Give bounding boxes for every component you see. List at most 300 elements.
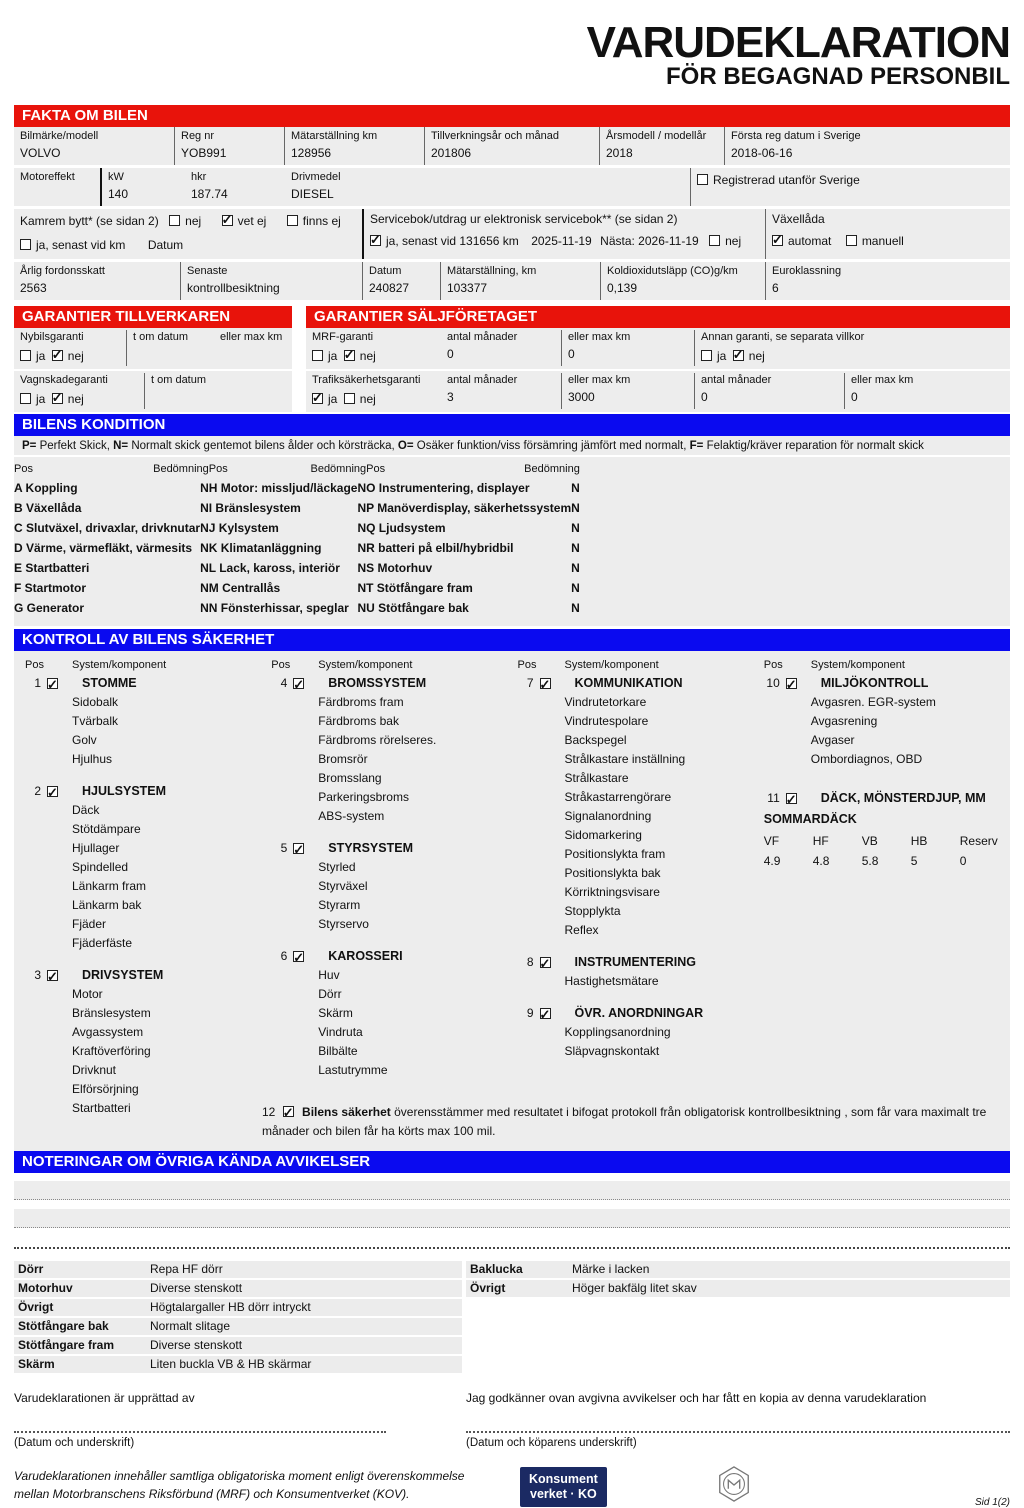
- group-title: STOMME: [82, 675, 137, 690]
- kontroll-item: Släpvagnskontakt: [564, 1043, 660, 1058]
- kontroll-column: [271, 659, 517, 1131]
- fakta-field: [284, 127, 424, 165]
- system-header: System/komponent: [72, 658, 167, 671]
- dack-position-label: Reserv: [959, 833, 998, 848]
- kontroll-item: Vindrutespolare: [564, 713, 649, 728]
- fakta-field: [765, 262, 1010, 300]
- avvikelse-row: [466, 1261, 1010, 1278]
- kondition-item-rating: N: [200, 560, 209, 575]
- kondition-item-rating: N: [357, 500, 367, 515]
- avvikelse-value: Högtalargaller HB dörr intryckt: [150, 1299, 311, 1314]
- field-value: 2018-06-16: [731, 145, 793, 160]
- kondition-item: [366, 518, 580, 538]
- kondition-item-label: O Instrumentering, displayer: [366, 480, 530, 495]
- system-header: System/komponent: [564, 658, 659, 671]
- legend-segment: F= Felaktig/kräver reparation för normalt skick: [689, 439, 924, 452]
- kamrem-option-label: nej: [185, 213, 202, 228]
- motoreffekt-field: Motoreffekt: [20, 170, 75, 183]
- page-number: Sid 1(2): [974, 1496, 1010, 1508]
- field-label: Mätarställning km: [291, 129, 378, 142]
- kamrem-option-checkbox[interactable]: [169, 215, 180, 226]
- bilens-sakerhet-checkbox[interactable]: [283, 1106, 294, 1117]
- group-number: 6: [280, 948, 288, 963]
- vaxellada-option-checkbox[interactable]: [772, 235, 783, 246]
- kontroll-item: Styrväxel: [318, 878, 368, 893]
- trafik-nej-checkbox[interactable]: [344, 393, 355, 404]
- dack-depth-value: 5: [910, 853, 918, 868]
- kontroll-item: Reflex: [564, 922, 599, 937]
- kontroll-item: Färdbroms bak: [318, 713, 399, 728]
- kontroll-column: [25, 659, 271, 1131]
- field-value: 2563: [20, 280, 47, 295]
- group-title: KAROSSERI: [328, 948, 403, 963]
- fakta-field: [14, 127, 174, 165]
- kontroll-item: Länkarm bak: [72, 897, 142, 912]
- kondition-item-rating: N: [200, 580, 209, 595]
- buyer-signature-label: Jag godkänner ovan avgivna avvikelser och har fått en kopia av denna varudeklaration: [466, 1390, 927, 1405]
- kontroll-item: Sidobalk: [72, 694, 119, 709]
- servicebok-ja-checkbox[interactable]: [370, 235, 381, 246]
- fakta-field: [724, 127, 1010, 165]
- group-number: 8: [526, 954, 534, 969]
- avvikelse-value: Liten buckla VB & HB skärmar: [150, 1356, 312, 1371]
- registrerad-utanfor-sverige-checkbox[interactable]: [697, 174, 708, 185]
- kontroll-section: [14, 651, 1010, 1151]
- kondition-column: [209, 459, 366, 618]
- dack-subtitle: SOMMARDÄCK: [763, 811, 857, 826]
- servicebok-nej-checkbox[interactable]: [709, 235, 720, 246]
- fakta-field: [180, 262, 362, 300]
- kontroll-item: Färdbroms rörelseres.: [318, 732, 437, 747]
- kontroll-group-miljokontroll: [764, 674, 1010, 769]
- noteringar-section: [14, 1181, 1010, 1508]
- field-label: Årsmodell / modellår: [606, 129, 707, 142]
- seller-signature-label: Varudeklarationen är upprättad av: [14, 1390, 195, 1405]
- dack-measure: [764, 834, 813, 868]
- field-value: 0,139: [607, 280, 638, 295]
- kondition-item-label: S Motorhuv: [366, 560, 433, 575]
- kondition-item: [209, 578, 366, 598]
- kondition-item-label: D Värme, värmefläkt, värmesits: [14, 540, 193, 555]
- kontroll-item: Avgassystem: [72, 1024, 144, 1039]
- avvikelse-label: Övrigt: [470, 1280, 506, 1295]
- group-title: HJULSYSTEM: [82, 783, 167, 798]
- dack-position-label: HB: [910, 833, 928, 848]
- page-footer: [14, 1467, 1010, 1508]
- fakta-row-1: [14, 127, 1010, 168]
- kontroll-item: Kraftöverföring: [72, 1043, 151, 1058]
- kondition-item-rating: N: [571, 560, 580, 575]
- avvikelser-right-column: [466, 1261, 1010, 1375]
- kamrem-option-label: finns ej: [302, 213, 341, 228]
- seller-signature-block: [14, 1391, 462, 1449]
- kondition-item-label: G Generator: [14, 600, 85, 615]
- vaxellada-option-checkbox[interactable]: [846, 235, 857, 246]
- dack-position-label: VF: [763, 833, 780, 848]
- notes-line: [14, 1237, 1010, 1249]
- kondition-item: [209, 518, 366, 538]
- kontroll-group-dack: [764, 789, 1010, 868]
- vagnskadegaranti-ja-checkbox[interactable]: [20, 393, 31, 404]
- kontroll-item: Hjullager: [72, 840, 120, 855]
- legend-segment: N= Normalt skick gentemot bilens ålder och körsträcka,: [113, 439, 395, 452]
- kontroll-item: Däck: [72, 802, 100, 817]
- kontroll-item: Tvärbalk: [72, 713, 119, 728]
- notes-line: [14, 1181, 1010, 1200]
- field-value: 103377: [447, 280, 488, 295]
- kontroll-group: [271, 674, 517, 826]
- kondition-item: [366, 478, 580, 498]
- registrerad-utanfor-sverige-field: Registrerad utanför Sverige: [690, 168, 1010, 206]
- kontroll-item: Fjäder: [72, 916, 107, 931]
- mrf-nej-checkbox[interactable]: [344, 350, 355, 361]
- group-number: 1: [34, 675, 41, 690]
- kontroll-item: Styrservo: [318, 916, 369, 931]
- kontroll-item: Kopplingsanordning: [564, 1024, 671, 1039]
- nybilsgaranti-row: Nybilsgaranti ja ✓ nej t om datum eller max km: [14, 328, 292, 371]
- vagnskadegaranti-row: Vagnskadegaranti ja ✓ nej t om datum: [14, 371, 292, 414]
- kontroll-group: [518, 953, 764, 991]
- fakta-row-kamrem-servicebok: [14, 209, 1010, 262]
- kondition-item-label: C Slutväxel, drivaxlar, drivknutar: [14, 520, 201, 535]
- field-label: Tillverkningsår och månad: [431, 129, 559, 142]
- kondition-item-label: R batteri på elbil/hybridbil: [366, 540, 514, 555]
- avvikelse-label: Motorhuv: [18, 1280, 73, 1295]
- kontroll-item: Sidomarkering: [564, 827, 642, 842]
- kondition-item: [366, 558, 580, 578]
- miljokontroll-checkbox[interactable]: [786, 678, 797, 689]
- avvikelse-label: Baklucka: [470, 1261, 523, 1276]
- field-label: Datum: [369, 264, 402, 277]
- kontroll-item: Ombordiagnos, OBD: [810, 751, 923, 766]
- dack-measure: [862, 834, 911, 868]
- kondition-item-rating: N: [200, 520, 209, 535]
- kondition-item: [14, 498, 209, 518]
- legend-segment: P= Perfekt Skick,: [22, 439, 110, 452]
- fakta-field: [599, 127, 724, 165]
- kondition-item-label: Q Ljudsystem: [366, 520, 446, 535]
- kw-field: kW 140: [100, 168, 185, 206]
- group-checkbox[interactable]: [293, 843, 304, 854]
- kondition-item: [209, 598, 366, 618]
- dack-measure: [911, 834, 960, 868]
- pos-header: Pos: [271, 658, 291, 671]
- kondition-item-label: M Centrallås: [208, 580, 281, 595]
- kondition-item: [14, 558, 209, 578]
- nybilsgaranti-nej-checkbox[interactable]: [52, 350, 63, 361]
- kontroll-item: Strålkastare inställning: [564, 751, 686, 766]
- kondition-item-label: A Koppling: [14, 480, 78, 495]
- kontroll-item: Styrarm: [318, 897, 361, 912]
- field-label: Bilmärke/modell: [20, 129, 99, 142]
- avvikelser-table: [14, 1261, 1010, 1375]
- kondition-item: [209, 538, 366, 558]
- kondition-item: [14, 538, 209, 558]
- field-value: 2018: [606, 145, 633, 160]
- garantier-saljforetaget-panel: [306, 306, 1010, 414]
- group-checkbox[interactable]: [47, 970, 58, 981]
- field-label: Euroklassning: [772, 264, 842, 277]
- kontroll-item: Positionslykta bak: [564, 865, 661, 880]
- section-header-garantier-saljforetaget: GARANTIER SÄLJFÖRETAGET: [306, 306, 1010, 328]
- field-value: 201806: [431, 145, 472, 160]
- avvikelse-row: [466, 1280, 1010, 1297]
- kondition-item-label: E Startbatteri: [14, 560, 90, 575]
- kontroll-item: Bromsslang: [318, 770, 382, 785]
- kontroll-column: [518, 659, 764, 1131]
- document-title: [14, 18, 1010, 90]
- group-checkbox[interactable]: [540, 678, 551, 689]
- kondition-item-rating: N: [571, 480, 580, 495]
- group-number: 7: [526, 675, 534, 690]
- kontroll-item: Spindelled: [72, 859, 129, 874]
- kontroll-group: [271, 947, 517, 1080]
- kondition-item-label: J Kylsystem: [208, 520, 279, 535]
- kondition-item-rating: N: [200, 540, 209, 555]
- bedomning-header: Bedömning: [524, 462, 580, 475]
- kondition-item: [209, 558, 366, 578]
- kondition-item-label: L Lack, kaross, interiör: [208, 560, 340, 575]
- group-number: 11: [767, 790, 780, 805]
- field-label: Årlig fordonsskatt: [20, 264, 105, 277]
- kontroll-column-4: [764, 659, 1010, 1131]
- avvikelse-value: Diverse stenskott: [150, 1280, 243, 1295]
- kondition-item-rating: N: [571, 520, 580, 535]
- kontroll-item: Avgaser: [810, 732, 855, 747]
- kontroll-item: Positionslykta fram: [564, 846, 666, 861]
- buyer-signature-line[interactable]: [466, 1431, 1010, 1433]
- group-checkbox[interactable]: [47, 678, 58, 689]
- fakta-field: [362, 262, 440, 300]
- kamrem-option-label: vet ej: [237, 213, 267, 228]
- avvikelse-label: Dörr: [18, 1261, 44, 1276]
- kontroll-item: Skärm: [318, 1005, 353, 1020]
- kondition-item-rating: N: [357, 580, 367, 595]
- fakta-field: [440, 262, 600, 300]
- kondition-item: [209, 498, 366, 518]
- pos-header: Pos: [763, 658, 783, 671]
- kontroll-group: [518, 1004, 764, 1061]
- kondition-item-label: F Startmotor: [14, 580, 86, 595]
- dack-position-label: HF: [812, 833, 829, 848]
- kamrem-option-checkbox[interactable]: [287, 215, 298, 226]
- dack-measure: [960, 834, 1009, 868]
- kontroll-item: Vindruta: [318, 1024, 363, 1039]
- kondition-item: [14, 478, 209, 498]
- group-checkbox[interactable]: [540, 1008, 551, 1019]
- trafik-ja-checkbox[interactable]: [312, 393, 323, 404]
- kondition-item-rating: N: [357, 520, 367, 535]
- drivmedel-field: Drivmedel DIESEL: [291, 170, 341, 201]
- kondition-item: [366, 598, 580, 618]
- title-line-2: FÖR BEGAGNAD PERSONBIL: [665, 62, 1010, 90]
- avvikelse-value: Normalt slitage: [150, 1318, 231, 1333]
- field-value: kontrollbesiktning: [187, 280, 280, 295]
- group-number: 2: [34, 783, 41, 798]
- dack-depth-value: 4.9: [763, 853, 781, 868]
- annan-garanti-ja-checkbox[interactable]: [701, 350, 712, 361]
- kontroll-item: Huv: [318, 967, 340, 982]
- mrf-logo-icon: [715, 1465, 753, 1508]
- avvikelse-row: [14, 1318, 462, 1335]
- kontroll-item: Bromsrör: [318, 751, 368, 766]
- section-header-bilens-kondition: BILENS KONDITION: [14, 414, 1010, 436]
- bedomning-header: Bedömning: [310, 462, 367, 475]
- mrf-garanti-row: MRF-garanti ja ✓ nej antal månader 0 eller max km 0 Annan garanti, se separata villkor ja ✓ nej: [306, 328, 1010, 371]
- kondition-item-rating: N: [571, 580, 580, 595]
- vagnskadegaranti-nej-checkbox[interactable]: [52, 393, 63, 404]
- kontroll-item: Avgasrening: [810, 713, 878, 728]
- kondition-item: [14, 578, 209, 598]
- kondition-item: [366, 538, 580, 558]
- section-header-fakta-om-bilen: FAKTA OM BILEN: [14, 105, 1010, 127]
- group-number: 5: [280, 840, 288, 855]
- dack-position-label: VB: [861, 833, 878, 848]
- dack-monsterdjup-table: [764, 834, 1010, 868]
- vaxellada-option-label: manuell: [861, 233, 904, 248]
- kontroll-item: Startbatteri: [72, 1100, 131, 1115]
- servicebok-field: Servicebok/utdrag ur elektronisk servicebok** (se sidan 2) ✓ja, senast vid 131656 km 2025-11-19 Nästa: 2026-11-19 nej: [362, 209, 765, 259]
- group-number: 10: [766, 675, 780, 690]
- kondition-item: [209, 478, 366, 498]
- kondition-item-rating: N: [200, 480, 209, 495]
- nybilsgaranti-ja-checkbox[interactable]: [20, 350, 31, 361]
- avvikelse-label: Stötfångare fram: [18, 1337, 115, 1352]
- group-checkbox[interactable]: [293, 678, 304, 689]
- avvikelse-value: Höger bakfälg litet skav: [572, 1280, 697, 1295]
- kontroll-item: Länkarm fram: [72, 878, 147, 893]
- fakta-field: [424, 127, 599, 165]
- buyer-signature-block: [466, 1391, 1010, 1449]
- kamrem-ja-checkbox[interactable]: [20, 239, 31, 250]
- kontroll-item: Avgasren. EGR-system: [810, 694, 936, 709]
- kondition-column: [14, 459, 209, 618]
- system-header: System/komponent: [810, 658, 905, 671]
- kontroll-item: Hjulhus: [72, 751, 113, 766]
- kondition-item-label: N Fönsterhissar, speglar: [208, 600, 349, 615]
- kondition-item: [14, 598, 209, 618]
- kontroll-item: Färdbroms fram: [318, 694, 404, 709]
- kontroll-item: Golv: [72, 732, 97, 747]
- kontroll-item: Styrled: [318, 859, 356, 874]
- garantier-section: [14, 306, 1010, 414]
- pos-header: Pos: [25, 658, 44, 671]
- hkr-field: hkr 187.74: [191, 170, 228, 201]
- bedomning-header: Bedömning: [153, 462, 209, 475]
- group-title: INSTRUMENTERING: [574, 954, 697, 969]
- field-label: Koldioxidutsläpp (CO)g/km: [607, 264, 738, 277]
- kondition-legend: [14, 436, 1010, 457]
- kontroll-item: ABS-system: [318, 808, 385, 823]
- group-checkbox[interactable]: [540, 957, 551, 968]
- kontroll-group: [518, 674, 764, 940]
- field-value: YOB991: [181, 145, 227, 160]
- field-value: 240827: [369, 280, 410, 295]
- avvikelse-row: [14, 1356, 462, 1373]
- kontroll-item: Bränslesystem: [72, 1005, 151, 1020]
- kontroll-item: Parkeringsbroms: [318, 789, 409, 804]
- kondition-item-label: I Bränslesystem: [208, 500, 301, 515]
- kondition-item-rating: N: [571, 500, 580, 515]
- kontroll-item: Dörr: [318, 986, 342, 1001]
- garantier-tillverkaren-panel: [14, 306, 292, 414]
- kondition-item-rating: N: [200, 500, 209, 515]
- kontroll-item: Hastighetsmätare: [564, 973, 659, 988]
- kontroll-grid: [25, 659, 1010, 1131]
- kontroll-group: [25, 782, 271, 953]
- kontroll-item: Fjäderfäste: [72, 935, 133, 950]
- group-title: STYRSYSTEM: [328, 840, 413, 855]
- kondition-item-rating: N: [571, 540, 580, 555]
- kondition-item-rating: N: [357, 560, 367, 575]
- kondition-item-rating: N: [200, 600, 209, 615]
- avvikelse-value: Repa HF dörr: [150, 1261, 223, 1276]
- kontroll-item: Signalanordning: [564, 808, 652, 823]
- notes-line: [14, 1209, 1010, 1228]
- avvikelse-row: [14, 1299, 462, 1316]
- kontroll-item: Motor: [72, 986, 103, 1001]
- field-value: 6: [772, 280, 779, 295]
- kondition-item-label: T Stötfångare fram: [366, 580, 473, 595]
- group-checkbox[interactable]: [293, 951, 304, 962]
- kontroll-item: Elförsörjning: [72, 1081, 139, 1096]
- mrf-ja-checkbox[interactable]: [312, 350, 323, 361]
- kontroll-group: [25, 674, 271, 769]
- vaxellada-option-label: automat: [788, 233, 832, 248]
- dack-checkbox[interactable]: [786, 793, 797, 804]
- field-label: Reg nr: [181, 129, 215, 142]
- field-value: VOLVO: [20, 145, 61, 160]
- dack-depth-value: 5.8: [861, 853, 879, 868]
- kondition-item-label: H Motor: missljud/läckage: [208, 480, 358, 495]
- signature-section: [14, 1391, 1010, 1449]
- kondition-grid: [14, 457, 1010, 629]
- kontroll-item: Bilbälte: [318, 1043, 358, 1058]
- kondition-item: [366, 498, 580, 518]
- kontroll-item: Strålkastare: [564, 770, 629, 785]
- group-title: DÄCK, MÖNSTERDJUP, MM: [820, 790, 986, 805]
- kontroll-item: Körriktningsvisare: [564, 884, 660, 899]
- annan-garanti-nej-checkbox[interactable]: [733, 350, 744, 361]
- konsumentverket-logo: Konsument verket · KO: [520, 1467, 607, 1507]
- dack-depth-value: 0: [959, 853, 967, 868]
- group-number: 9: [526, 1005, 534, 1020]
- fakta-field: [14, 262, 180, 300]
- kontroll-group: [25, 966, 271, 1118]
- kontroll-item-12: 12 ✓ Bilens säkerhet överensstämmer med resultatet i bifogat protokoll från obligatorisk kontrollbesiktning , som får vara maximalt tre månader och bilen får ha körts max 100 mil.: [262, 1103, 1014, 1141]
- pos-header: Pos: [14, 462, 33, 475]
- group-checkbox[interactable]: [47, 786, 58, 797]
- kamrem-option-checkbox[interactable]: [222, 215, 233, 226]
- trafiksakerhetsgaranti-row: Trafiksäkerhetsgaranti ✓ja nej antal månader 3 eller max km 3000 antal månader 0 eller max km 0: [306, 371, 1010, 414]
- kontroll-item: Vindrutetorkare: [564, 694, 647, 709]
- seller-signature-caption: (Datum och underskrift): [14, 1436, 135, 1449]
- kontroll-item: Stråkastarrengörare: [564, 789, 672, 804]
- kondition-column: [366, 459, 580, 618]
- avvikelse-label: Skärm: [18, 1356, 55, 1371]
- kontroll-item: Drivknut: [72, 1062, 117, 1077]
- group-title: ÖVR. ANORDNINGAR: [574, 1005, 704, 1020]
- system-header: System/komponent: [318, 658, 413, 671]
- kontroll-group: [271, 839, 517, 934]
- kondition-item-label: B Växellåda: [14, 500, 82, 515]
- fakta-field: [174, 127, 284, 165]
- seller-signature-line[interactable]: [14, 1431, 386, 1433]
- kondition-item: [14, 518, 209, 538]
- kondition-item-rating: N: [357, 540, 367, 555]
- kondition-item: [366, 578, 580, 598]
- group-title: DRIVSYSTEM: [82, 967, 164, 982]
